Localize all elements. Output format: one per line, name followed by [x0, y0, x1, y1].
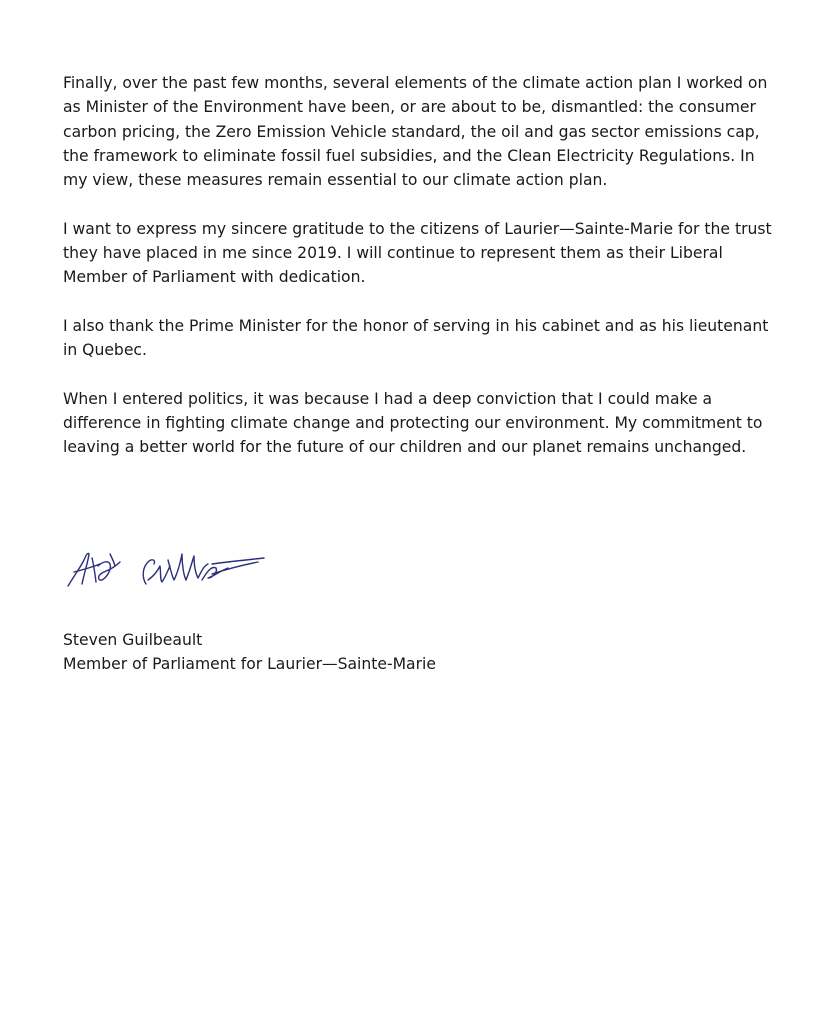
signoff-block [63, 628, 763, 677]
handwritten-signature [62, 540, 272, 598]
paragraph-climate-plan: Finally, over the past few months, several elements of the climate action plan I worked on as Minister of the Environment have been, or are about to be, dismantled: the consumer carbon pricing, the Zero Emission Vehicle standard, the oil and gas sector emissions cap, the framework to eliminate fossil fuel subsidies, and the Clean Electricity Regulations. In my view, these measures remain essential to our climate action plan. [63, 74, 768, 190]
signer-title: Member of Parliament for Laurier—Sainte-Marie [63, 655, 436, 674]
paragraph-thanks-prime-minister: I also thank the Prime Minister for the honor of serving in his cabinet and as his lieutenant in Quebec. [63, 316, 769, 360]
letter-body [63, 71, 783, 484]
paragraph-commitment: When I entered politics, it was because I had a deep conviction that I could make a difference in fighting climate change and protecting our environment. My commitment to leaving a better world for the future of our children and our planet remains unchanged. [63, 389, 763, 457]
signer-name: Steven Guilbeault [63, 631, 203, 649]
paragraph-gratitude-citizens: I want to express my sincere gratitude to the citizens of Laurier—Sainte-Marie for the trust they have placed in me since 2019. I will continue to represent them as their Liberal Member of Parliament with dedication. [63, 219, 772, 287]
